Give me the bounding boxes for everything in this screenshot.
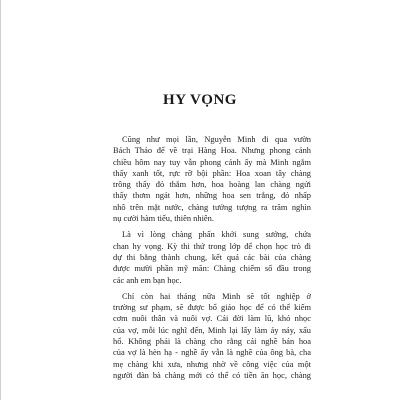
paragraph-2 xyxy=(113,229,311,285)
text-line: chiều hôm nay tuy vẫn phong cảnh ấy mà Minh ngắm xyxy=(113,157,311,167)
chapter-body xyxy=(113,134,311,386)
text-line: Là vì lòng chàng phấn khởi sung sướng, chứa xyxy=(122,230,311,240)
text-line: dự thi bằng thành chung, kết quả các bài của chàng xyxy=(113,252,311,262)
page-edge-line xyxy=(0,0,1,400)
text-line: cơm nuôi thân và nuôi vợ. Cái đời làm lũ, khó nhọc xyxy=(113,314,311,324)
paragraph-1 xyxy=(113,134,311,224)
text-line: nhô trên mặt nước, chàng tưởng tượng ra trăm nghìn xyxy=(113,202,311,212)
text-line: mẹ chàng khi xưa, nhưng nhờ về công việc của một xyxy=(113,359,311,369)
text-line: hổ. Không phải là chàng cho rằng cái nghề bán hoa xyxy=(113,337,311,347)
text-line: của vợ, mỗi lúc nghĩ đến, Minh lại lấy làm áy náy, xấu xyxy=(113,325,311,335)
text-line: trường sư phạm, sẽ được bổ giáo học để có thể kiếm xyxy=(113,303,311,313)
text-line: Cũng như mọi lần, Nguyễn Minh đi qua vườn xyxy=(122,135,311,144)
text-line: trông thấy đỏ thắm hơn, hoa hoàng lan chàng ngửi xyxy=(113,180,311,190)
text-line: thấy thơm ngát hơn, những hoa sen trắng, đỏ nhấp xyxy=(113,191,311,201)
text-line: của vợ là hèn hạ - nghề ấy vẫn là nghề của ông bà, cha xyxy=(113,348,311,358)
text-line: người đàn bà chàng mới có thể có tiền ăn học, chàng xyxy=(113,370,311,380)
paragraph-3 xyxy=(113,291,311,381)
chapter-title: HY VỌNG xyxy=(163,92,237,108)
text-line: chan hy vọng. Kỳ thi thứ trong lớp để chọn học trò đi xyxy=(113,241,311,251)
text-line: Bách Thảo để về trại Hàng Hoa. Nhưng phong cảnh xyxy=(113,146,311,156)
text-line: thấy xanh tốt, rực rỡ bội phần: Hoa xoan tây chàng xyxy=(113,168,311,178)
text-line: các anh em bạn học. xyxy=(113,275,182,285)
text-line: được mười phần mỹ mãn: Chàng chiếm số đầu trong xyxy=(113,264,311,274)
text-line: Chỉ còn hai tháng nữa Minh sẽ tốt nghiệp ở xyxy=(122,291,311,301)
text-line: nụ cười hàm tiếu, thiên nhiên. xyxy=(113,214,214,224)
